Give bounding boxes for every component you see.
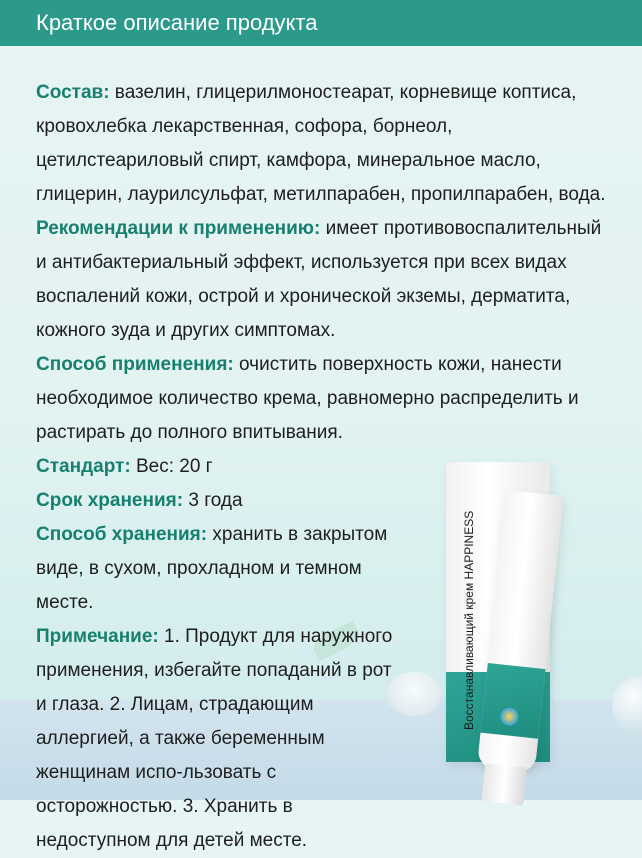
recommendations-text: имеет противовоспалительный и антибактериальный эффект, используется при всех видах воспалений кожи, острой и хронической экземы, дерматита, кожного зуда и других симптомах. xyxy=(36,218,602,341)
note-label: Примечание: xyxy=(36,626,159,647)
usage-text: очистить поверхность кожи, нанести необходимое количество крема, равномерно распределить и растирать до полного впитывания. xyxy=(36,354,579,443)
recommendations-label: Рекомендации к применению: xyxy=(36,218,321,239)
note-text: 1. Продукт для наружного применения, избегайте попаданий в рот и глаза. 2. Лицам, страдающим аллергией, а также беременным женщинам испо-льзовать с осторожностью. 3. Хранить в недоступном для детей месте. xyxy=(36,626,393,851)
storage-text: хранить в закрытом виде, в сухом, прохладном и темном месте. xyxy=(36,524,388,613)
product-description xyxy=(36,76,606,858)
shelf-life-section xyxy=(36,484,606,518)
storage-section xyxy=(36,518,396,620)
usage-label: Способ применения: xyxy=(36,354,234,375)
recommendations-section xyxy=(36,212,606,348)
note-section xyxy=(36,620,396,858)
standard-text: Вес: 20 г xyxy=(130,456,213,477)
composition-label: Состав: xyxy=(36,82,110,103)
standard-section xyxy=(36,450,606,484)
composition-text: вазелин, глицерилмоностеарат, корневище коптиса, кровохлебка лекарственная, софора, борнеол, цетилстеариловый спирт, камфора, минеральное масло, глицерин, лаурилсульфат, метилпарабен, пропилпарабен, вода. xyxy=(36,82,606,205)
storage-label: Способ хранения: xyxy=(36,524,208,545)
standard-label: Стандарт: xyxy=(36,456,131,477)
shelf-life-text: 3 года xyxy=(183,490,243,511)
shelf-life-label: Срок хранения: xyxy=(36,490,184,511)
page-title: Краткое описание продукта xyxy=(36,10,318,35)
composition-section xyxy=(36,76,606,212)
product-box-label: Восстанавливающий крем HAPPINESS xyxy=(462,510,476,730)
usage-section xyxy=(36,348,606,450)
